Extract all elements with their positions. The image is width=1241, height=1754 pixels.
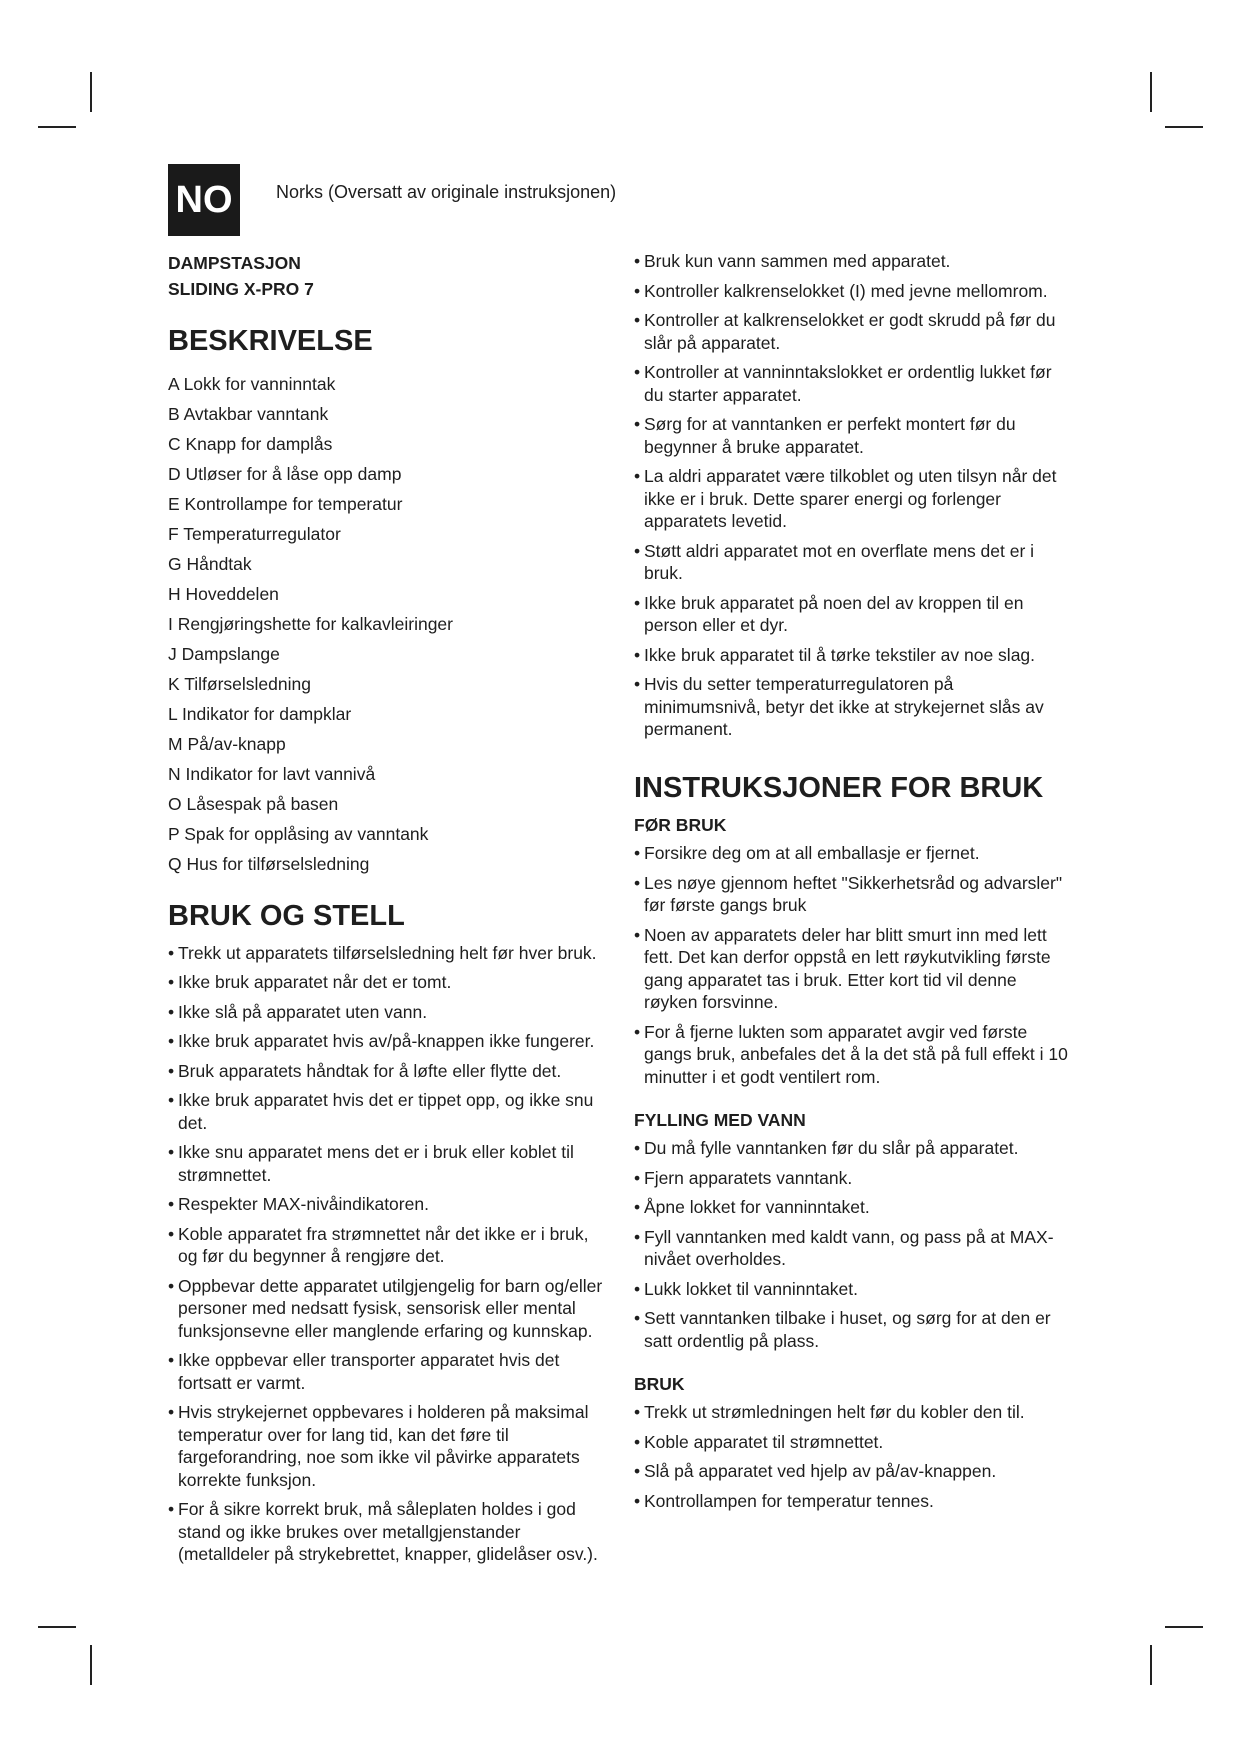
list-item: • Bruk kun vann sammen med apparatet.: [634, 251, 951, 271]
list-item: • Hvis du setter temperaturregulatoren på minimumsnivå, betyr det ikke at strykejernet slås av permanent.: [634, 674, 1044, 739]
list-item: • Oppbevar dette apparatet utilgjengelig for barn og/eller personer med nedsatt fysisk, sensorisk eller mental funksjonsevne eller manglende erfaring og kunnskap.: [168, 1275, 603, 1341]
list-item: • Ikke snu apparatet mens det er i bruk eller koblet til strømnettet.: [168, 1142, 574, 1185]
list-item: • Kontrollampen for temperatur tennes.: [634, 1490, 934, 1511]
list-item: • Sørg for at vanntanken er perfekt montert før du begynner å bruke apparatet.: [634, 414, 1016, 457]
list-item: • Slå på apparatet ved hjelp av på/av-knappen.: [634, 1461, 997, 1482]
list-item: P Spak for opplåsing av vanntank: [168, 823, 429, 844]
crop-mark-top-left-horizontal: [38, 126, 76, 128]
list-item: • Du må fylle vanntanken før du slår på apparatet.: [634, 1138, 1019, 1159]
list-item: • Koble apparatet til strømnettet.: [634, 1431, 884, 1452]
list-item: • Ikke bruk apparatet hvis av/på-knappen ikke fungerer.: [168, 1031, 595, 1052]
list-item: • Trekk ut apparatets tilførselsledning helt før hver bruk.: [168, 942, 597, 963]
section-title-bruk-og-stell: BRUK OG STELL: [168, 899, 405, 932]
right-column: [634, 250, 1074, 1519]
product-type: DAMPSTASJON: [168, 253, 301, 273]
list-item: • Ikke bruk apparatet når det er tomt.: [168, 972, 452, 993]
list-item: • Les nøye gjennom heftet "Sikkerhetsråd og advarsler" før første gangs bruk: [634, 872, 1063, 916]
list-item: K Tilførselsledning: [168, 673, 311, 694]
product-model: SLIDING X-PRO 7: [168, 279, 314, 299]
list-item: • Ikke bruk apparatet på noen del av kroppen til en person eller et dyr.: [634, 592, 1024, 635]
list-item: • Hvis strykejernet oppbevares i holderen på maksimal temperatur over for lang tid, kan det føre til fargeforandring, noe som ikke vil påvirke apparatets korrekte funksjon.: [168, 1402, 589, 1490]
subsection-title-bruk: BRUK: [634, 1374, 685, 1395]
list-item: • Respekter MAX-nivåindikatoren.: [168, 1194, 429, 1215]
list-item: Q Hus for tilførselsledning: [168, 853, 370, 874]
section-title-beskrivelse: BESKRIVELSE: [168, 325, 373, 357]
list-item: • Lukk lokket til vanninntaket.: [634, 1278, 859, 1299]
crop-mark-bottom-left-horizontal: [38, 1626, 76, 1628]
list-item: • Åpne lokket for vanninntaket.: [634, 1197, 870, 1218]
crop-mark-top-right-horizontal: [1165, 126, 1203, 128]
subsection-title-fylling: FYLLING MED VANN: [634, 1110, 806, 1131]
list-item: M På/av-knapp: [168, 733, 286, 754]
list-item: • Ikke oppbevar eller transporter apparatet hvis det fortsatt er varmt.: [168, 1350, 560, 1393]
list-item: D Utløser for å låse opp damp: [168, 463, 402, 484]
list-item: • Ikke bruk apparatet hvis det er tippet opp, og ikke snu det.: [168, 1090, 594, 1133]
list-item: H Hoveddelen: [168, 583, 279, 604]
list-item: • Noen av apparatets deler har blitt smurt inn med lett fett. Det kan derfor oppstå en lett røykutvikling første gang apparatet tas i bruk. Etter kort tid vil denne røyken forsvinne.: [634, 924, 1051, 1013]
bruk-og-stell-list: [168, 942, 608, 1566]
list-item: • Koble apparatet fra strømnettet når det ikke er i bruk, og før du begynner å rengjøre det.: [168, 1223, 589, 1267]
list-item: A Lokk for vanninntak: [168, 373, 336, 394]
list-item: • For å sikre korrekt bruk, må såleplaten holdes i god stand og ikke brukes over metallgjenstander (metalldeler på strykebrettet, knapper, glidelåser osv.).: [168, 1499, 598, 1565]
list-item: • Bruk apparatets håndtak for å løfte eller flytte det.: [168, 1060, 562, 1081]
list-item: • Sett vanntanken tilbake i huset, og sørg for at den er satt ordentlig på plass.: [634, 1308, 1051, 1351]
list-item: • Ikke slå på apparatet uten vann.: [168, 1001, 428, 1022]
list-item: • Ikke bruk apparatet til å tørke tekstiler av noe slag.: [634, 644, 1036, 665]
list-item: • Trekk ut strømledningen helt før du kobler den til.: [634, 1402, 1025, 1423]
crop-mark-top-left-vertical: [90, 72, 92, 112]
list-item: • Kontroller at kalkrenselokket er godt skrudd på før du slår på apparatet.: [634, 310, 1056, 353]
section-title-instruksjoner: INSTRUKSJONER FOR BRUK: [634, 771, 1044, 804]
language-code-badge: NO: [168, 164, 240, 236]
list-item: F Temperaturregulator: [168, 523, 341, 544]
list-item: • La aldri apparatet være tilkoblet og uten tilsyn når det ikke er i bruk. Dette sparer energi og forlenger apparatets levetid.: [634, 466, 1057, 531]
list-item: • Kontroller at vanninntakslokket er ordentlig lukket før du starter apparatet.: [634, 362, 1052, 405]
bruk-list: [634, 1401, 1074, 1512]
list-item: • Fjern apparatets vanntank.: [634, 1167, 853, 1188]
list-item: • Forsikre deg om at all emballasje er fjernet.: [634, 843, 980, 864]
list-item: E Kontrollampe for temperatur: [168, 493, 403, 514]
list-item: B Avtakbar vanntank: [168, 403, 329, 424]
list-item: C Knapp for damplås: [168, 433, 333, 454]
list-item: J Dampslange: [168, 643, 280, 664]
crop-mark-top-right-vertical: [1150, 72, 1152, 112]
list-item: N Indikator for lavt vannivå: [168, 763, 376, 784]
bruk-og-stell-list-continued: [634, 250, 1074, 741]
crop-mark-bottom-right-horizontal: [1165, 1626, 1203, 1628]
list-item: • Støtt aldri apparatet mot en overflate mens det er i bruk.: [634, 540, 1035, 583]
list-item: • Fyll vanntanken med kaldt vann, og pass på at MAX-nivået overholdes.: [634, 1226, 1054, 1270]
fylling-list: [634, 1137, 1074, 1352]
language-subtitle: Norks (Oversatt av originale instruksjonen): [276, 182, 617, 202]
list-item: G Håndtak: [168, 553, 252, 574]
list-item: O Låsespak på basen: [168, 793, 339, 814]
subsection-title-for-bruk: FØR BRUK: [634, 815, 727, 836]
list-item: L Indikator for dampklar: [168, 703, 352, 724]
list-item: • For å fjerne lukten som apparatet avgir ved første gangs bruk, anbefales det å la det stå på full effekt i 10 minutter i et godt ventilert rom.: [634, 1021, 1068, 1087]
list-item: I Rengjøringshette for kalkavleiringer: [168, 613, 453, 634]
crop-mark-bottom-right-vertical: [1150, 1645, 1152, 1685]
list-item: • Kontroller kalkrenselokket (I) med jevne mellomrom.: [634, 280, 1048, 301]
crop-mark-bottom-left-vertical: [90, 1645, 92, 1685]
left-column: [168, 250, 608, 1573]
for-bruk-list: [634, 842, 1074, 1088]
parts-list: [168, 369, 608, 879]
